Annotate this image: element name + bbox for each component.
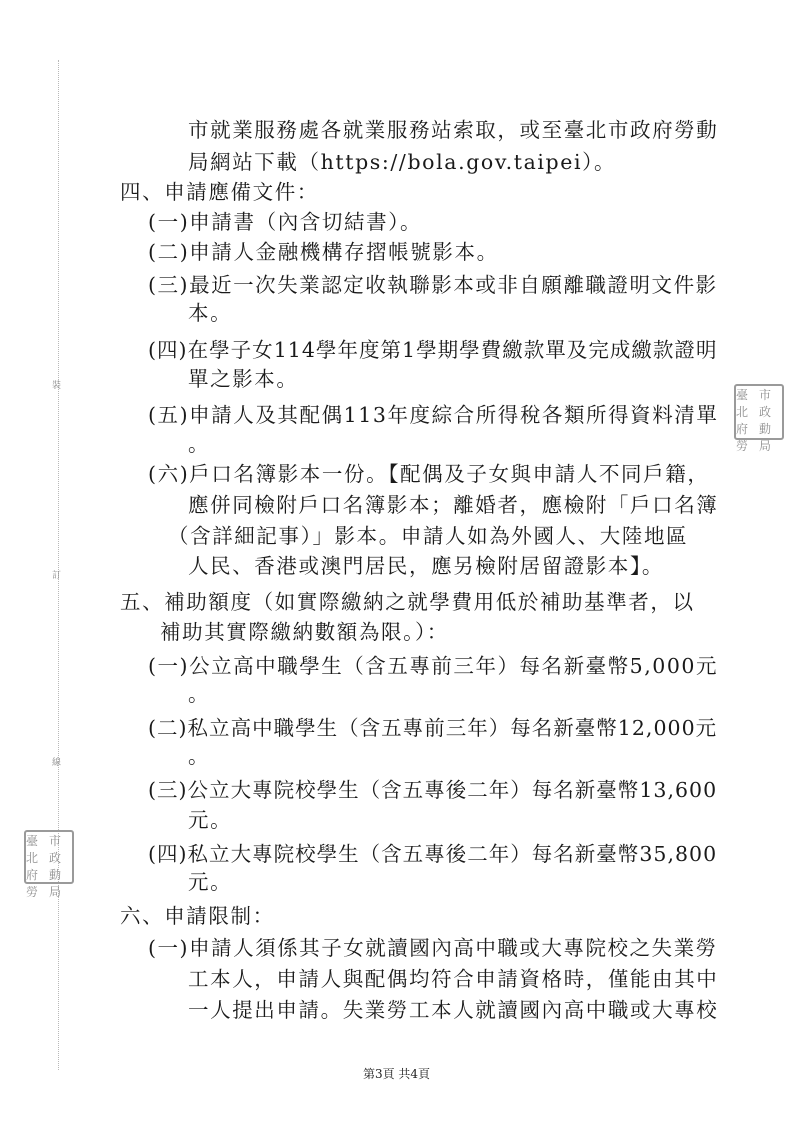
text-line: 元。 <box>188 870 233 894</box>
page-number: 第3頁 共4頁 <box>362 1067 431 1081</box>
text-line: 單之影本。 <box>188 367 299 391</box>
seal-char: 府勞 <box>26 868 39 899</box>
text-line: 。 <box>188 432 211 456</box>
margin-mark-bind: 裝 <box>52 381 62 391</box>
seal-char: 動局 <box>759 422 772 453</box>
margin-mark-line: 線 <box>52 758 62 768</box>
seal-char: 市政 <box>759 388 772 419</box>
list-item: (一)公立高中職學生（含五專前三年）每名新臺幣5,000元 <box>148 654 719 678</box>
text-line: 。 <box>188 744 211 768</box>
list-item: (一)申請人須係其子女就讀國內高中職或大專院校之失業勞 <box>148 936 718 960</box>
text-line: 市就業服務處各就業服務站索取，或至臺北市政府勞動 <box>188 118 719 142</box>
seal-char: 臺北 <box>26 834 39 865</box>
list-item: (三)公立大專院校學生（含五專後二年）每名新臺幣13,600 <box>148 778 718 802</box>
text-line: 本。 <box>188 301 233 325</box>
list-item: (五)申請人及其配偶113年度綜合所得稅各類所得資料清單 <box>148 403 719 427</box>
seal-char: 府勞 <box>736 422 749 453</box>
official-seal-right <box>734 384 784 453</box>
list-item: (一)申請書（內含切結書）。 <box>148 210 423 234</box>
text-line: 一人提出申請。失業勞工本人就讀國內高中職或大專校 <box>188 998 719 1022</box>
section-heading-4: 四、申請應備文件： <box>120 180 319 204</box>
text-line: （含詳細記事）」影本。申請人如為外國人、大陸地區 <box>168 524 689 548</box>
list-item: (六)戶口名簿影本一份。【配偶及子女與申請人不同戶籍， <box>148 462 710 486</box>
binding-margin-line <box>58 60 59 1070</box>
list-item: (四)私立大專院校學生（含五專後二年）每名新臺幣35,800 <box>148 842 718 866</box>
margin-mark-staple: 訂 <box>52 571 62 581</box>
text-line: 。 <box>188 682 211 706</box>
text-line: 工本人，申請人與配偶均符合申請資格時，僅能由其中 <box>188 967 719 991</box>
section-heading-6: 六、申請限制： <box>120 904 275 928</box>
section-heading-5: 五、補助額度（如實際繳納之就學費用低於補助基準者，以 <box>120 590 695 614</box>
text-line: 元。 <box>188 808 233 832</box>
text-line: 應併同檢附戶口名簿影本；離婚者，應檢附「戶口名簿 <box>188 493 719 517</box>
seal-char: 市政 <box>49 834 62 865</box>
list-item: (二)私立高中職學生（含五專前三年）每名新臺幣12,000元 <box>148 716 718 740</box>
text-line: 補助其實際繳納數額為限。）： <box>160 620 449 644</box>
list-item: (三)最近一次失業認定收執聯影本或非自願離職證明文件影 <box>148 273 718 297</box>
text-line: 人民、香港或澳門居民，應另檢附居留證影本】。 <box>188 554 664 578</box>
list-item: (二)申請人金融機構存摺帳號影本。 <box>148 240 499 264</box>
seal-char: 動局 <box>49 868 62 899</box>
text-line: 局網站下載（https://bola.gov.taipei）。 <box>188 150 617 174</box>
official-seal-left <box>24 830 74 899</box>
seal-char: 臺北 <box>736 388 749 419</box>
list-item: (四)在學子女114學年度第1學期學費繳款單及完成繳款證明 <box>148 338 718 362</box>
